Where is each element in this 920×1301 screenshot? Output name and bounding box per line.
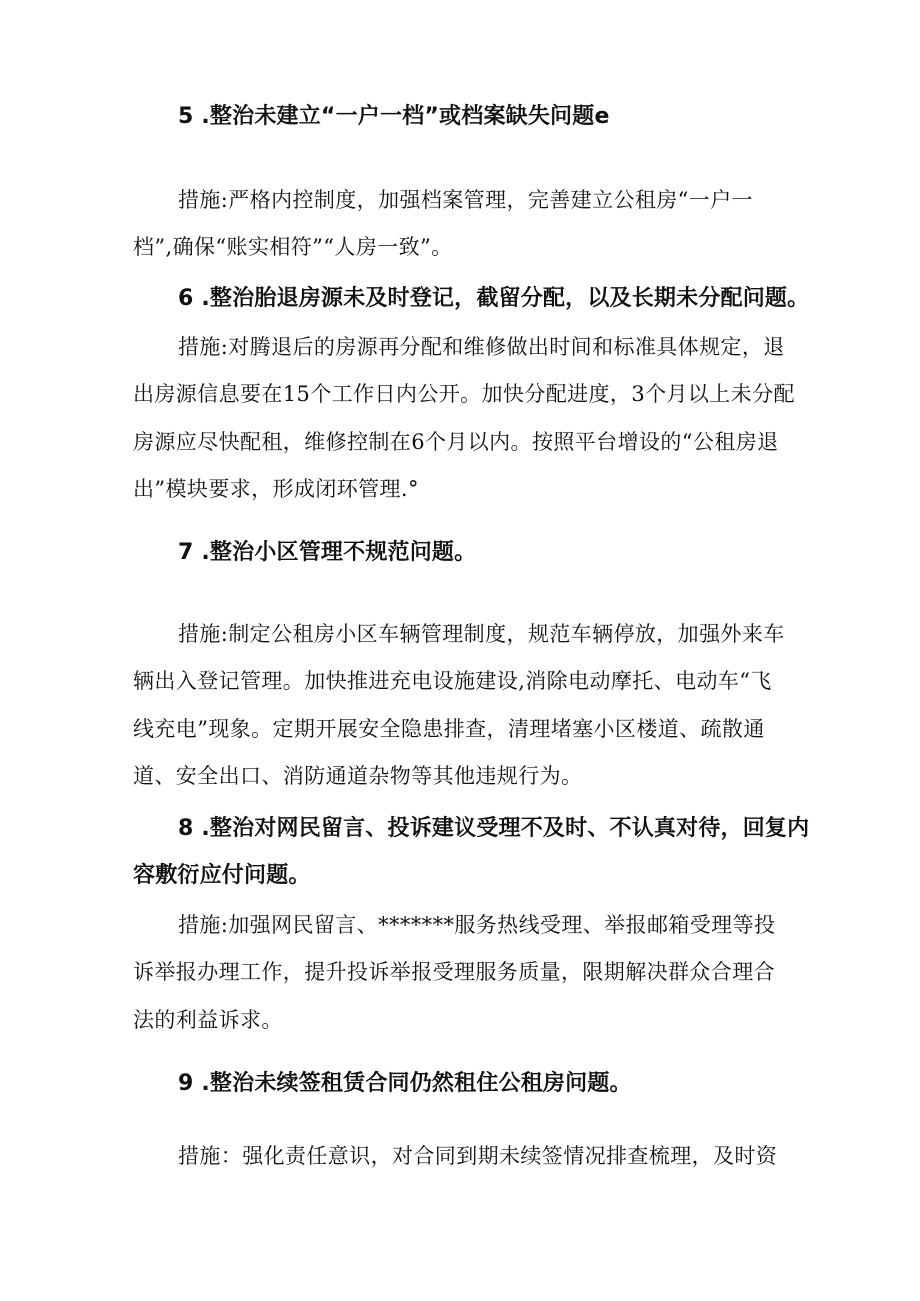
- section-5-measure-line-1: 措施:严格内控制度，加强档案管理，完善建立公租房“一户一: [178, 188, 754, 212]
- section-6-measure-line-3: 房源应尽快配租，维修控制在6个月以内。按照平台增设的“公租房退: [133, 430, 779, 454]
- section-6-measure-line-2: 出房源信息要在15个工作日内公开。加快分配进度，3个月以上未分配: [133, 382, 795, 406]
- section-8-measure-line-3: 法的利益诉求。: [133, 1008, 283, 1032]
- section-9-measure-line-1: 措施：强化责任意识，对合同到期未续签情况排查梳理，及时资: [178, 1144, 778, 1168]
- section-8-measure-line-2: 诉举报办理工作，提升投诉举报受理服务质量，限期解决群众合理合: [133, 960, 775, 984]
- section-7-measure-line-2: 辆出入登记管理。加快推进充电设施建设,消除电动摩托、电动车“飞: [133, 669, 772, 693]
- section-5-measure-line-2: 档”,确保“账实相符”“人房一致”。: [133, 235, 453, 259]
- section-5-heading: 5 .整治未建立“一户一档”或档案缺失问题e: [178, 104, 610, 129]
- section-9-heading: 9 .整治未续签租赁合同仍然租住公租房问题。: [178, 1071, 632, 1096]
- section-7-heading: 7 .整治小区管理不规范问题。: [178, 540, 477, 565]
- section-6-measure-line-1: 措施:对腾退后的房源再分配和维修做出时间和标准具体规定，退: [178, 335, 785, 359]
- section-6-heading: 6 .整治胎退房源未及时登记，截留分配，以及长期未分配问题。: [178, 286, 810, 311]
- section-7-measure-line-4: 道、安全出口、消防通道杂物等其他违规行为。: [133, 764, 583, 788]
- section-7-measure-line-3: 线充电”现象。定期开展安全隐患排查，清理堵塞小区楼道、疏散通: [133, 717, 765, 741]
- section-7-measure-line-1: 措施:制定公租房小区车辆管理制度，规范车辆停放，加强外来车: [178, 622, 785, 646]
- section-8-heading-line-1: 8 .整治对网民留言、投诉建议受理不及时、不认真对待，回复内: [178, 816, 810, 841]
- section-8-heading-line-2: 容敷衍应付问题。: [133, 863, 311, 888]
- section-6-measure-line-4: 出”模块要求，形成闭环管理.°: [133, 477, 419, 501]
- section-8-measure-line-1: 措施:加强网民留言、*******服务热线受理、举报邮箱受理等投: [178, 913, 776, 937]
